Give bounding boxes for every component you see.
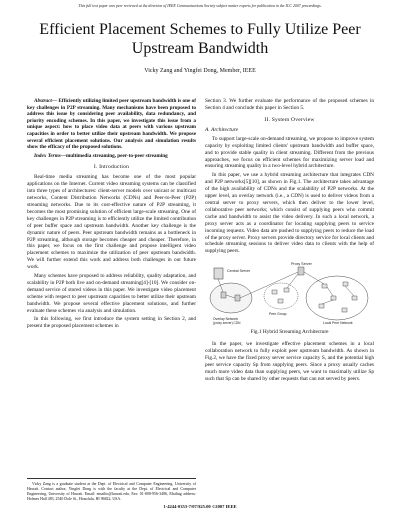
author-footnote [27,478,196,502]
local-peer-network-label: Local Peer Network [323,321,353,326]
figure-caption: Fig.1 Hybrid Streaming Architecture [250,329,329,336]
peer-computer-icon [278,299,283,303]
proxy-server-icon [298,267,304,275]
index-terms-lead: Index Terms [34,152,61,159]
intro-paragraph-3: In this following, we first introduce the system setting in Section 2, and present the proposed placement schemes in [27,316,196,330]
figure-hybrid-architecture [205,258,374,336]
central-server-icon [214,268,223,279]
author-line: Vicky Zang and Yingfei Dong, Member, IEEE [144,68,256,74]
central-server-label: Central Server [227,269,251,274]
overlay-network-cloud [210,283,252,313]
section-heading-introduction: I. Introduction [93,164,130,171]
abstract [27,98,196,151]
paper-title: Efficient Placement Schemes to Fully Utilize Peer Upstream Bandwidth [39,21,361,57]
peer-computer-icon [322,284,327,288]
abstract-lead: Abstract— [34,98,58,104]
peer-group-ellipse [264,283,298,309]
architecture-paragraph-1: To support large-scale on-demand streaming, we propose to improve system capacity by exploiting limited clients' upstream bandwidth and buffer space, and to provide stable quality in client streaming. Different from the previous approaches, we focus on efficient schemes for maximizing server load and ensuring streaming quality in a two-level hybrid architecture. [205,135,374,170]
link-line [322,300,333,304]
left-column [27,98,196,484]
proxy-server-label: Proxy Server [291,262,312,267]
copyright-footer: 1-4244-0353-7/07/$25.00 ©2007 IEEE [163,504,237,509]
local-peer-network-ellipse [306,276,368,320]
overlay-network-sublabel: (proxy server) CDN [213,321,241,326]
architecture-paragraph-2: In this paper, we use a hybrid streaming architecture that integrates CDN and P2P networks[5][10], as shown in Fig.1. The architecture takes advantage of the high availability of CDNs and the scalability of P2P networks. At the upper level, an overlay network (i.e., a CDN) is used to deliver videos from a central server to proxy servers, which then deliver to the lower level, collaborative peer networks; which consist of supplying peers who commit cache and bandwidth to assist the video delivery. In such a local network, a proxy server acts as a coordinator for locating supplying peers to service incoming requests. Video data are pushed to supplying peers to reduce the load of the proxy server. Proxy servers provide directory service for local clients and schedule streaming sessions to deliver video data to clients with the help of supplying peers. [205,172,375,255]
peer-computer-icon [284,288,289,292]
proxy-server-icon [235,295,240,301]
overlay-network-label: Overlay Network [213,317,239,322]
peer-computer-icon [331,296,336,300]
intro-paragraph-1: Real-time media streaming has become one of the most popular applications on the Internet. Current video streaming systems can be classified into three types of architectures: client-server models over unicast or multicast networks, Content Distribution Networks (CDNs) and Peer-to-Peer (P2P) streaming networks. Due to its cost-effective nature of P2P streaming, it becomes the most promising solution of efficient large-scale streaming. One of key challenges in P2P streaming is to efficiently utilize the limited contribution of peer buffer space and upstream bandwidth. Another key challenge is the dynamic nature of peers. Peer upstream bandwidth remains as a bottleneck in P2P streaming, although storage becomes cheaper and cheaper. Therefore, in this paper, we focus on the first challenge and propose intelligent video placement schemes to maximize the utilization of peer upstream bandwidth. We will further extend this work and address both challenges in our future work. [27,174,196,271]
peer-computer-icon [342,308,347,312]
peer-group-label: Peer Group [269,312,287,317]
intro-paragraph-2: Many schemes have proposed to address reliability, quality adaptation, and scalability in P2P both live and on-demand streaming[4]-[10]. We consider on-demand service of stored videos in this paper. We investigate video placement scheme with respect to peer upstream capacities to better utilize their upstream bandwidth. We propose several effective placement solutions, and further evaluate these schemes via analysis and simulation. [27,273,196,314]
footnote-text: Vicky Zang is a graduate student at the Dept. of Electrical and Computer Engineering, University of Hawaii. Contact author, Yingfei Dong is with the faculty at the Dept. of Electrical and Computer Engineering, University of Hawaii. Email: emailto@hawaii.edu, Fax: 01-808-956-3486, Mailing address: Holmes Hall 483, 2540 Dole St., Honolulu, HI 96822, USA. [27,482,196,501]
link-line [304,272,324,284]
peer-computer-icon [319,304,324,308]
peer-review-note: This full text paper was peer reviewed at the direction of IEEE Communications Society subject matter experts for publication in the ICC 2007 proceedings. [78,4,322,8]
subsection-heading-architecture: A. Architecture [205,126,239,133]
intro-continuation: Section 3. We further evaluate the performance of the proposed schemes in Section 4 and conclude this paper in Section 5. [205,98,374,111]
index-terms-text: —multimedia streaming, peer-to-peer streaming [60,152,168,159]
peer-computer-icon [343,282,348,286]
section-heading-system-overview: II. System Overview [264,116,315,123]
architecture-diagram [205,258,374,328]
abstract-text: Efficiently utilizing limited peer upstream bandwidth is one of key challenges in P2P streaming. Many mechanisms have been proposed to address this issue by considering peer availability, data redundancy, and priority encoding schemes. In this paper, we investigate this issue from a unique aspect: how to place video data at peers with various upstream capacities in order to better utilize their upstream bandwidth. We propose several efficient placement solutions. Our analysis and simulation results show the efficacy of the proposed solutions. [27,98,196,151]
placement-paragraph: In the paper, we investigate effective placement schemes in a local collaboration network to fully exploit peer upstream bandwidth. As shown in Fig.2, we have the fixed proxy server service capacity S, and the potential high peer service capacity Sp from supplying peers. Since a proxy usually caches much more video data than supplying peers, we want to maximally utilize Sp such that Sp can be shared by other requests that can not served by peers. [205,341,374,382]
link-line [345,286,354,296]
index-terms [27,153,196,160]
proxy-server-icon [221,292,226,298]
peer-computer-icon [352,296,357,300]
right-column [205,98,374,502]
peer-computer-icon [272,290,277,294]
link-line [327,287,333,296]
